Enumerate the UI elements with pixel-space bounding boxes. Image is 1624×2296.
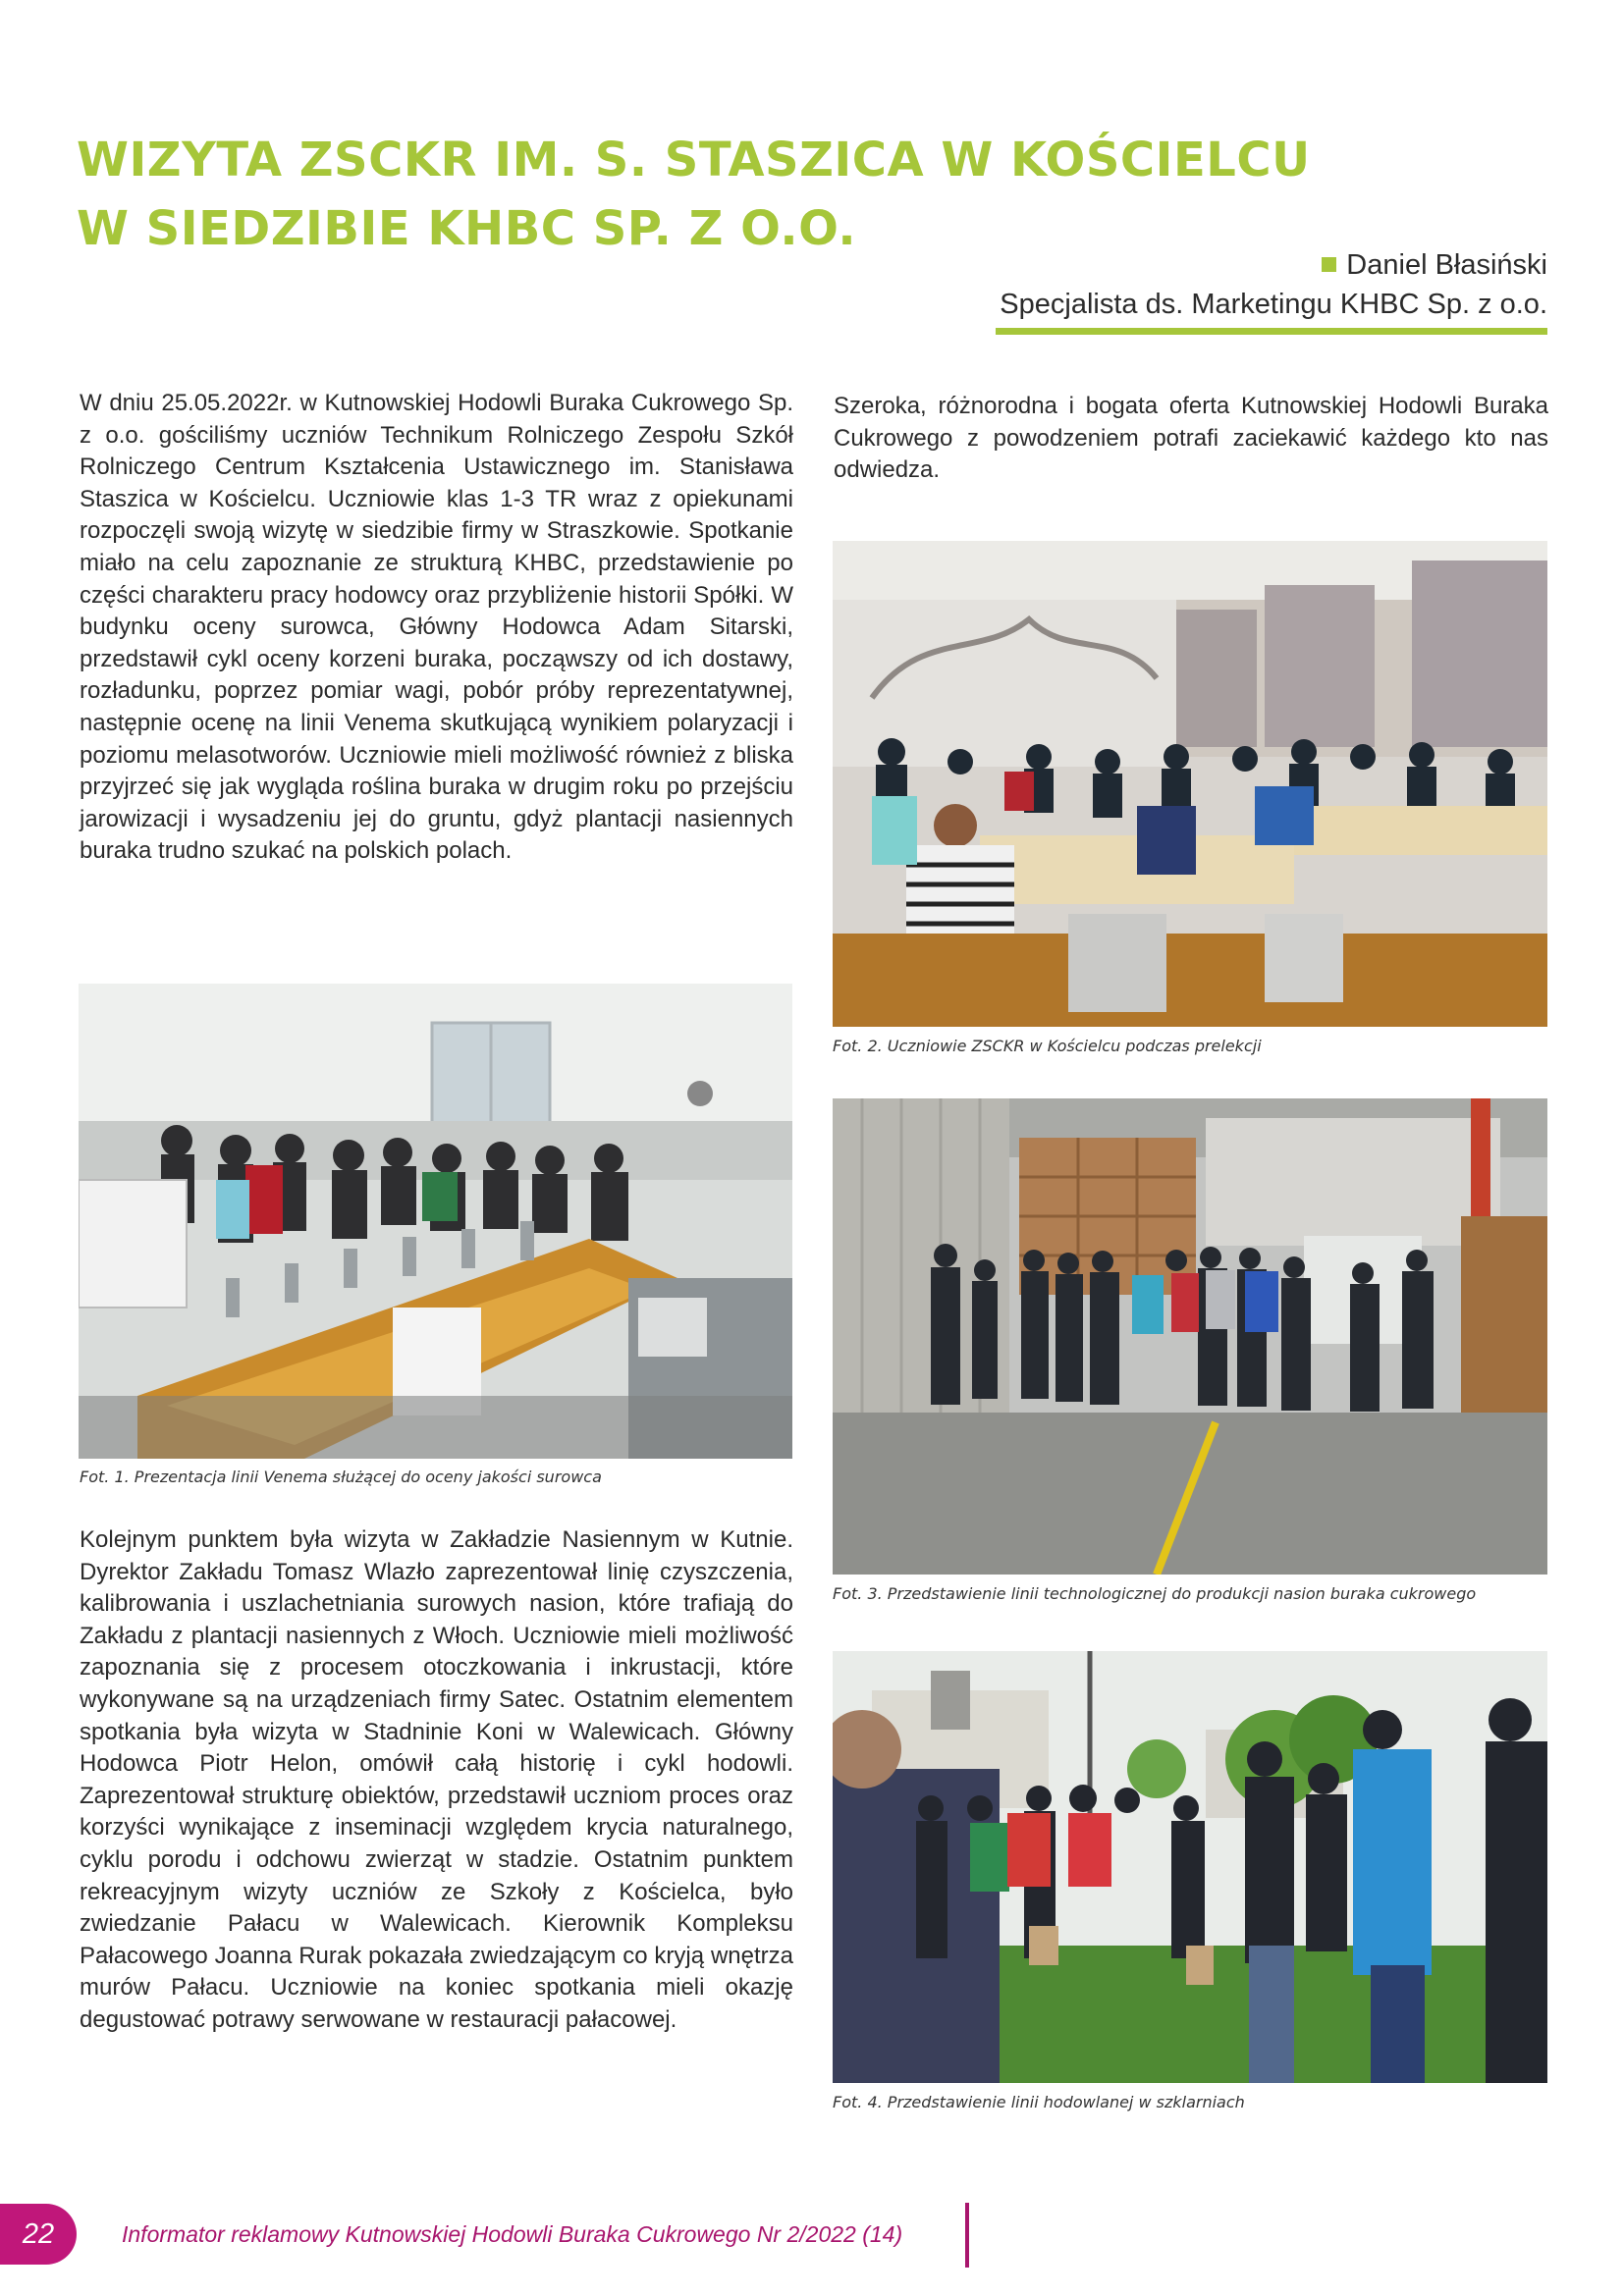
title-line-2: W SIEDZIBIE KHBC SP. Z O.O.: [77, 201, 857, 256]
byline: [1000, 245, 1547, 324]
photo-venema-line: [79, 984, 792, 1459]
footer-divider: [965, 2203, 969, 2268]
paragraph-offer: Szeroka, różnorodna i bogata oferta Kutnowskiej Hodowli Buraka Cukrowego z powodzeniem potrafi zaciekawić każdego kto nas odwiedza.: [834, 393, 1548, 484]
paragraph-intro: W dniu 25.05.2022r. w Kutnowskiej Hodowli Buraka Cukrowego Sp. z o.o. gościliśmy uczniów Technikum Rolniczego Zespołu Szkół Rolniczego Centrum Kształcenia Ustawicznego im. Stanisława Staszica w Kościelcu. Uczniowie klas 1-3 TR wraz z opiekunami rozpoczęli swoją wizytę w siedzibie firmy w Straszkowie. Spotkanie miało na celu zapoznanie ze strukturą KHBC, przedstawienie po części charakteru pracy hodowcy oraz przybliżenie historii Spółki. W budynku oceny surowca, Główny Hodowca Adam Sitarski, przedstawił cykl oceny korzeni buraka, począwszy od ich dostawy, rozładunku, poprzez pomiar wagi, pobór próby reprezentatywnej, następnie ocenę na linii Venema skutkującą wynikiem polaryzacji i poziomu melasotworów. Uczniowie mieli możliwość również z bliska przyjrzeć się jak wygląda roślina buraka w drugim roku po przejściu jarowizacji i wysadzeniu jej do gruntu, gdyż plantacji nasiennych buraka trudno szukać na polskich polach.: [80, 390, 793, 865]
paragraph-continuation: Kolejnym punktem była wizyta w Zakładzie Nasiennym w Kutnie. Dyrektor Zakładu Tomasz Wlazło zaprezentował linię czyszczenia, kalibrowania i uszlachetniania surowych nasion, które trafiają do Zakładu z plantacji nasiennych z Włoch. Uczniowie mieli możliwość zapoznania się z procesem otoczkowania i inkrustacji, które wykonywane są na urządzeniach firmy Satec. Ostatnim elementem spotkania była wizyta w Stadninie Koni w Walewicach. Główny Hodowca Piotr Helon, omówił całą historię i cykl hodowli. Zaprezentował strukturę obiektów, przedstawił uczniom proces oraz korzyści wynikające z inseminacji względem krycia naturalnego, cyklu porodu i odchowu zwierząt w stadzie. Ostatnim punktem rekreacyjnym wizyty uczniów ze Szkoły z Kościelca, było zwiedzanie Pałacu w Walewicach. Kierownik Kompleksu Pałacowego Joanna Rurak pokazała zwiedzającym co kryją wnętrza murów Pałacu. Uczniowie na koniec spotkania mieli okazję degustować potrawy serwowane w restauracji pałacowej.: [80, 1526, 793, 2033]
caption-fot-2: Fot. 2. Uczniowie ZSCKR w Kościelcu podczas prelekcji: [833, 1037, 1262, 1055]
caption-fot-3: Fot. 3. Przedstawienie linii technologicznej do produkcji nasion buraka cukrowego: [833, 1584, 1477, 1603]
caption-fot-1: Fot. 1. Prezentacja linii Venema służącej do oceny jakości surowca: [80, 1468, 602, 1486]
byline-divider: [996, 328, 1547, 335]
article-title: [77, 126, 1353, 263]
caption-fot-4: Fot. 4. Przedstawienie linii hodowlanej w szklarniach: [833, 2093, 1245, 2111]
author-role: Specjalista ds. Marketingu KHBC Sp. z o.o.: [1000, 289, 1547, 320]
square-bullet-icon: [1322, 257, 1336, 272]
photo-lecture-hall: [833, 541, 1547, 1027]
footer-publication: Informator reklamowy Kutnowskiej Hodowli Buraka Cukrowego Nr 2/2022 (14): [122, 2221, 903, 2247]
author-name: Daniel Błasiński: [1346, 249, 1547, 281]
photo-seed-plant: [833, 1098, 1547, 1575]
page-number: 22: [0, 2204, 77, 2265]
author-line: [1000, 245, 1547, 285]
photo-greenhouse-visit: [833, 1651, 1547, 2083]
title-line-1: WIZYTA ZSCKR IM. S. STASZICA W KOŚCIELCU: [77, 133, 1311, 187]
